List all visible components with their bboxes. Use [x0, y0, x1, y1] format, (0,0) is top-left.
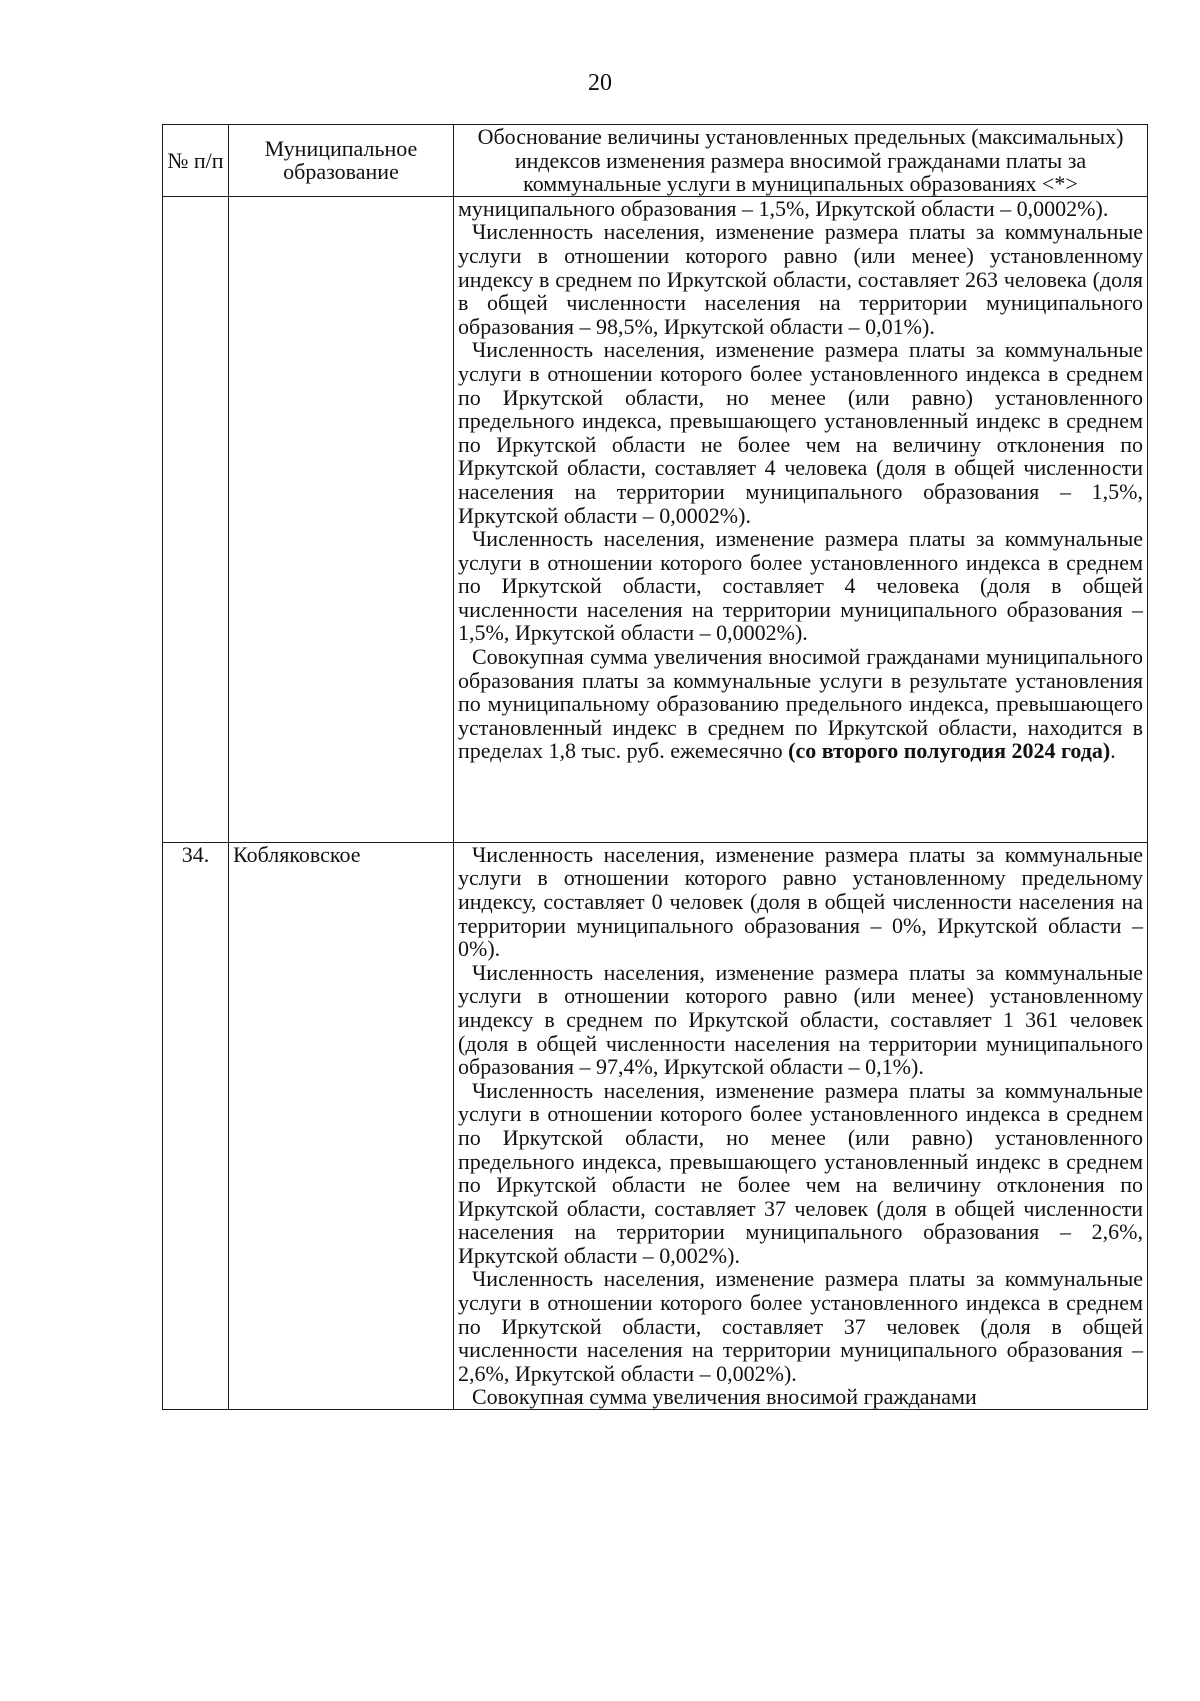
paragraph: Численность населения, изменение размера платы за коммунальные услуги в отношении которого более установленного индекса в среднем по Иркутской области, составляет 4 человека (доля в общей численности населения на территории муниципального образования – 1,5%, Иркутской области – 0,0002%).	[458, 526, 1143, 646]
row-justification	[454, 842, 1148, 1409]
summary-paragraph	[458, 645, 1143, 763]
row-justification	[454, 196, 1148, 842]
table-row	[163, 196, 1148, 842]
paragraph: Численность населения, изменение размера платы за коммунальные услуги в отношении которого равно (или менее) установленному индексу в среднем по Иркутской области, составляет 263 человека (доля в общей численности населения на территории муниципального образования – 98,5%, Иркутской области – 0,01%).	[458, 219, 1143, 339]
paragraph: Численность населения, изменение размера платы за коммунальные услуги в отношении которого равно установленному предельному индексу, составляет 0 человек (доля в общей численности населения на территории муниципального образования – 0%, Иркутской области – 0%).	[458, 841, 1143, 962]
summary-text: Совокупная сумма увеличения вносимой гражданами муниципального образования платы за коммунальные услуги в результате установления по муниципальному образованию предельного индекса, превышающего установленный индекс в среднем по Иркутской области, находится в пределах 1,8 тыс. руб. ежемесячно	[458, 644, 1143, 764]
paragraph: Численность населения, изменение размера платы за коммунальные услуги в отношении которого более установленного индекса в среднем по Иркутской области, составляет 37 человек (доля в общей численности населения на территории муниципального образования – 2,6%, Иркутской области – 0,002%).	[458, 1266, 1143, 1386]
row-municipality: Кобляковское	[229, 842, 454, 1409]
paragraph: Численность населения, изменение размера платы за коммунальные услуги в отношении которого более установленного индекса в среднем по Иркутской области, но менее (или равно) установленного предельного индекса, превышающего установленный индекс в среднем по Иркутской области не более чем на величину отклонения по Иркутской области, составляет 4 человека (доля в общей численности населения на территории муниципального образования – 1,5%, Иркутской области – 0,0002%).	[458, 337, 1143, 528]
table-header-row	[163, 125, 1148, 197]
municipal-index-table	[162, 124, 1148, 1410]
table-row	[163, 842, 1148, 1409]
paragraph: Совокупная сумма увеличения вносимой гражданами	[472, 1384, 977, 1410]
row-number: 34.	[163, 842, 229, 1409]
paragraph: Численность населения, изменение размера платы за коммунальные услуги в отношении которого более установленного индекса в среднем по Иркутской области, но менее (или равно) установленного предельного индекса, превышающего установленный индекс в среднем по Иркутской области не более чем на величину отклонения по Иркутской области, составляет 37 человек (доля в общей численности населения на территории муниципального образования – 2,6%, Иркутской области – 0,002%).	[458, 1077, 1143, 1268]
header-num: № п/п	[163, 125, 229, 197]
page-number: 20	[588, 70, 612, 96]
continued-text: муниципального образования – 1,5%, Иркутской области – 0,0002%).	[458, 195, 1109, 221]
paragraph: Численность населения, изменение размера платы за коммунальные услуги в отношении которого равно (или менее) установленному индексу в среднем по Иркутской области, составляет 1 361 человек (доля в общей численности населения на территории муниципального образования – 97,4%, Иркутской области – 0,1%).	[458, 959, 1143, 1080]
row-number	[163, 196, 229, 842]
header-justification: Обоснование величины установленных предельных (максимальных) индексов изменения размера вносимой гражданами платы за коммунальные услуги в муниципальных образованиях <*>	[454, 125, 1148, 197]
row-municipality	[229, 196, 454, 842]
header-municipality: Муниципальное образование	[229, 125, 454, 197]
summary-period: (со второго полугодия 2024 года)	[788, 738, 1111, 764]
summary-tail: .	[1110, 738, 1116, 764]
